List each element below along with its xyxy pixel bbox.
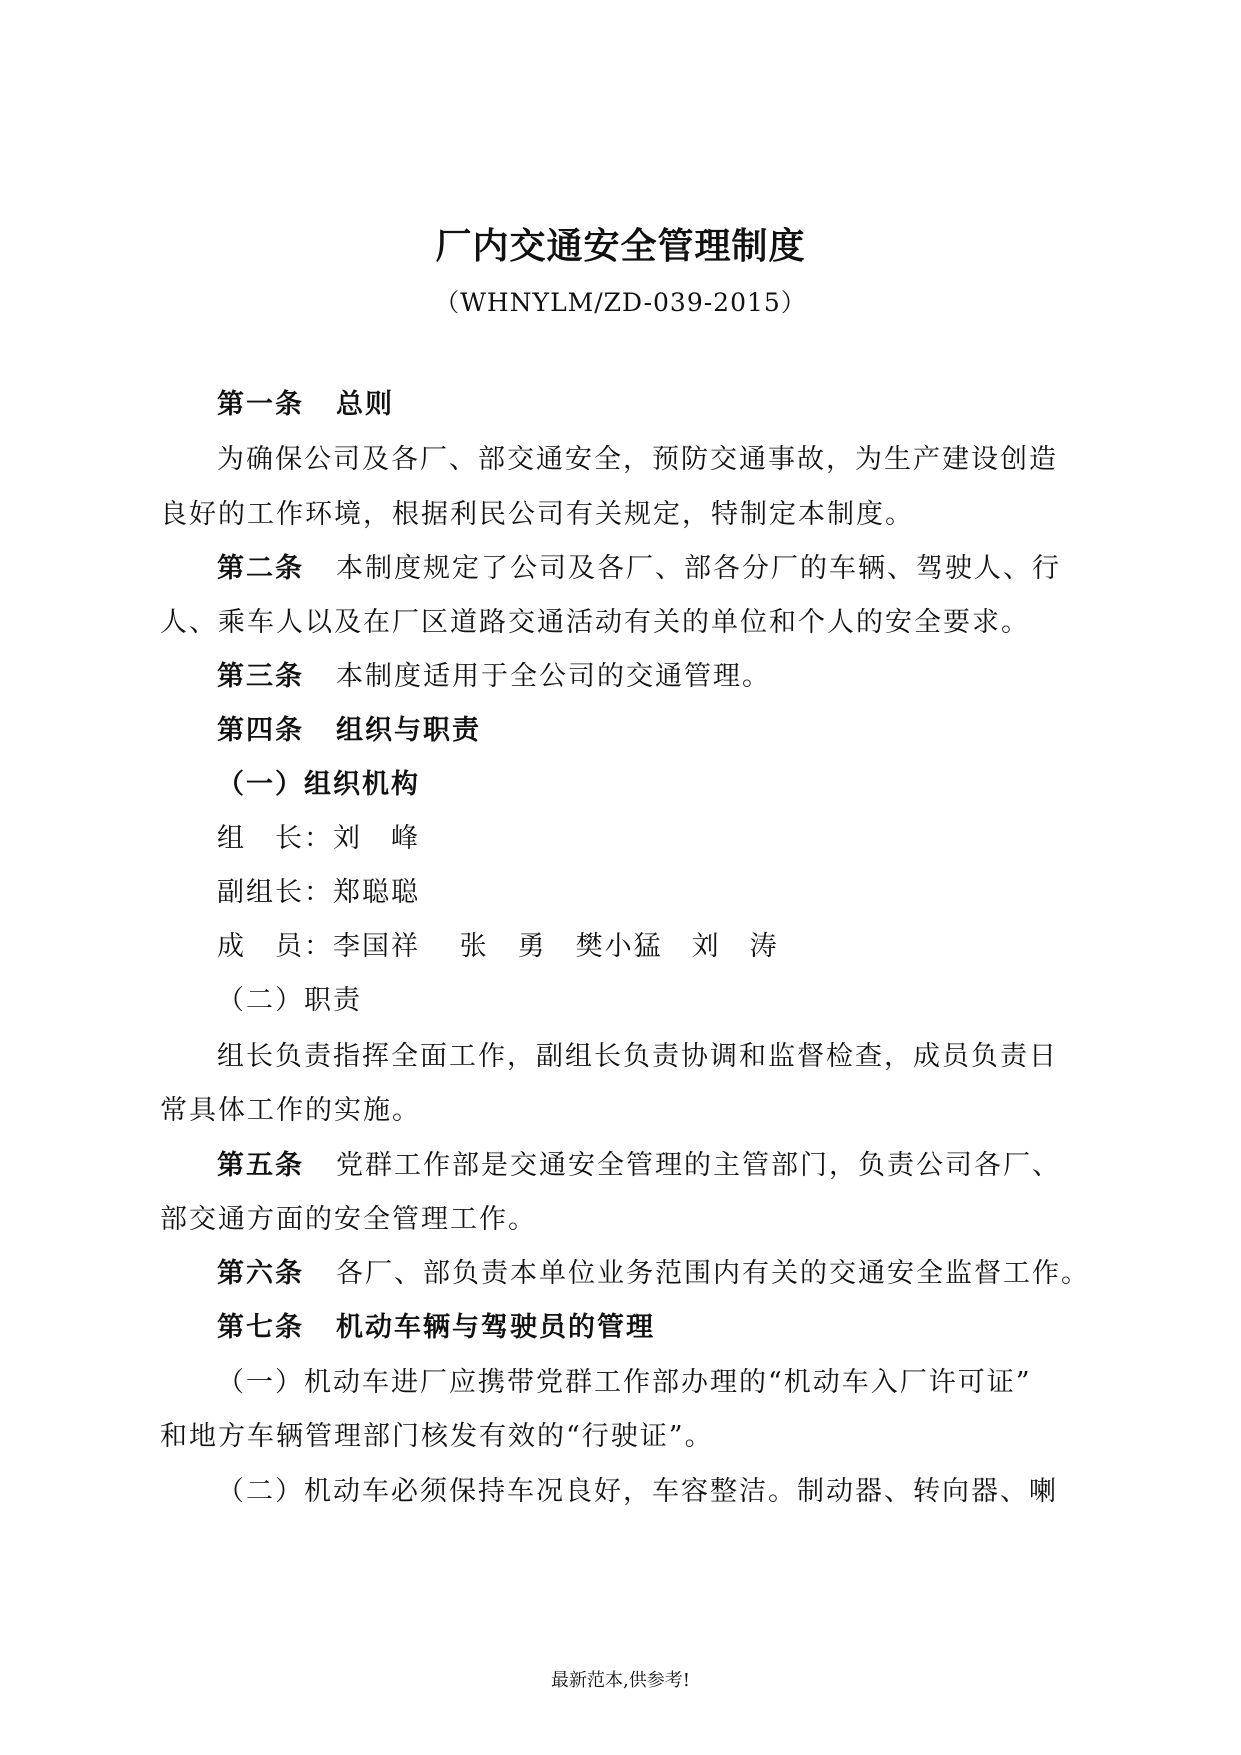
article-4-subheading-duties: （二）职责 (217, 985, 362, 1016)
article-3-number: 第三条 (217, 661, 304, 692)
article-2-line-2: 人、乘车人以及在厂区道路交通活动有关的单位和个人的安全要求。 (160, 607, 1030, 638)
article-5-line-1 (217, 1149, 1061, 1183)
article-3-text: 本制度适用于全公司的交通管理。 (336, 661, 771, 692)
article-4-heading (217, 714, 481, 748)
article-4-number: 第四条 (217, 715, 304, 746)
article-1-para-line-2: 良好的工作环境，根据利民公司有关规定，特制定本制度。 (160, 499, 914, 530)
article-6-text: 各厂、部负责本单位业务范围内有关的交通安全监督工作。 (336, 1258, 1090, 1289)
article-4-title: 组织与职责 (336, 715, 481, 746)
document-title: 厂内交通安全管理制度 (435, 226, 806, 267)
document-code: （WHNYLM/ZD-039-2015） (434, 288, 807, 317)
article-1-para-line-1: 为确保公司及各厂、部交通安全，预防交通事故，为生产建设创造 (217, 444, 1058, 475)
article-2-line-1 (217, 552, 1061, 586)
article-7-heading (217, 1311, 655, 1345)
article-1-heading (217, 388, 394, 422)
members-line: 成 员：李国祥 张 勇 樊小猛 刘 涛 (217, 931, 779, 962)
article-7-item-2-line-1: （二）机动车必须保持车况良好，车容整洁。制动器、转向器、喇 (217, 1476, 1058, 1507)
deputy-leader-line: 副组长：郑聪聪 (217, 877, 420, 908)
article-6-number: 第六条 (217, 1258, 304, 1289)
article-6-line (217, 1257, 1090, 1291)
duties-para-line-1: 组长负责指挥全面工作，副组长负责协调和监督检查，成员负责日 (217, 1041, 1058, 1072)
group-leader-line: 组 长：刘 峰 (217, 823, 420, 854)
article-7-title: 机动车辆与驾驶员的管理 (336, 1312, 655, 1343)
article-5-number: 第五条 (217, 1150, 304, 1181)
article-5-line-2: 部交通方面的安全管理工作。 (160, 1204, 537, 1235)
article-7-item-1-line-2: 和地方车辆管理部门核发有效的“行驶证”。 (160, 1421, 714, 1452)
article-1-title: 总则 (336, 389, 394, 420)
article-7-number: 第七条 (217, 1312, 304, 1343)
footer-note: 最新范本,供参考! (551, 1670, 690, 1691)
article-2-text-1: 本制度规定了公司及各厂、部各分厂的车辆、驾驶人、行 (336, 553, 1061, 584)
duties-para-line-2: 常具体工作的实施。 (160, 1095, 421, 1126)
article-1-number: 第一条 (217, 389, 304, 420)
article-7-item-1-line-1: （一）机动车进厂应携带党群工作部办理的“机动车入厂许可证” (217, 1367, 1032, 1398)
article-3-line (217, 660, 771, 694)
article-2-number: 第二条 (217, 553, 304, 584)
article-5-text-1: 党群工作部是交通安全管理的主管部门，负责公司各厂、 (336, 1150, 1061, 1181)
article-4-subheading-organization: （一）组织机构 (217, 769, 420, 800)
